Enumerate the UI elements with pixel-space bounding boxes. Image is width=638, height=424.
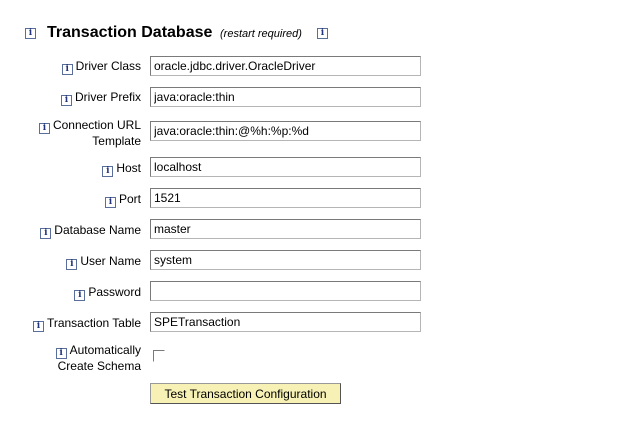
port-label <box>1 192 141 208</box>
user-name-label-text: User Name <box>80 254 141 268</box>
info-icon[interactable] <box>61 95 72 106</box>
driver-prefix-label-text: Driver Prefix <box>74 90 141 104</box>
host-input[interactable] <box>150 157 421 177</box>
password-input[interactable] <box>150 281 421 301</box>
info-icon[interactable] <box>102 166 113 177</box>
connection-url-label <box>1 118 141 149</box>
driver-class-label <box>1 59 141 75</box>
connection-url-label-line1: Connection URL <box>52 118 141 132</box>
host-label-text: Host <box>116 161 141 175</box>
driver-prefix-input[interactable] <box>150 87 421 107</box>
port-label-text: Port <box>118 192 141 206</box>
info-icon[interactable] <box>105 197 116 208</box>
info-icon[interactable] <box>33 321 44 332</box>
host-label <box>1 161 141 177</box>
user-name-input[interactable] <box>150 250 421 270</box>
restart-note: (restart required) <box>220 28 302 40</box>
user-name-label <box>1 254 141 270</box>
info-icon[interactable] <box>25 28 36 39</box>
section-title: Transaction Database <box>47 24 213 41</box>
info-icon[interactable] <box>317 28 328 39</box>
port-input[interactable] <box>150 188 421 208</box>
database-name-label-text: Database Name <box>54 223 141 237</box>
transaction-table-label <box>1 316 141 332</box>
connection-url-label-line2: Template <box>92 134 141 148</box>
password-label-text: Password <box>88 285 141 299</box>
info-icon[interactable] <box>74 290 85 301</box>
password-label <box>1 285 141 301</box>
info-icon[interactable] <box>39 123 50 134</box>
auto-create-schema-label <box>1 343 141 374</box>
auto-create-schema-label-line1: Automatically <box>69 343 141 357</box>
info-icon[interactable] <box>40 228 51 239</box>
info-icon[interactable] <box>62 64 73 75</box>
test-transaction-configuration-button[interactable]: Test Transaction Configuration <box>150 383 341 404</box>
driver-prefix-label <box>1 90 141 106</box>
info-icon[interactable] <box>66 259 77 270</box>
database-name-input[interactable] <box>150 219 421 239</box>
driver-class-label-text: Driver Class <box>75 59 141 73</box>
transaction-table-input[interactable] <box>150 312 421 332</box>
driver-class-input[interactable] <box>150 56 421 76</box>
database-name-label <box>1 223 141 239</box>
connection-url-input[interactable] <box>150 121 421 141</box>
auto-create-schema-checkbox[interactable] <box>153 350 165 362</box>
info-icon[interactable] <box>56 348 67 359</box>
auto-create-schema-label-line2: Create Schema <box>57 359 141 373</box>
transaction-table-label-text: Transaction Table <box>46 316 141 330</box>
